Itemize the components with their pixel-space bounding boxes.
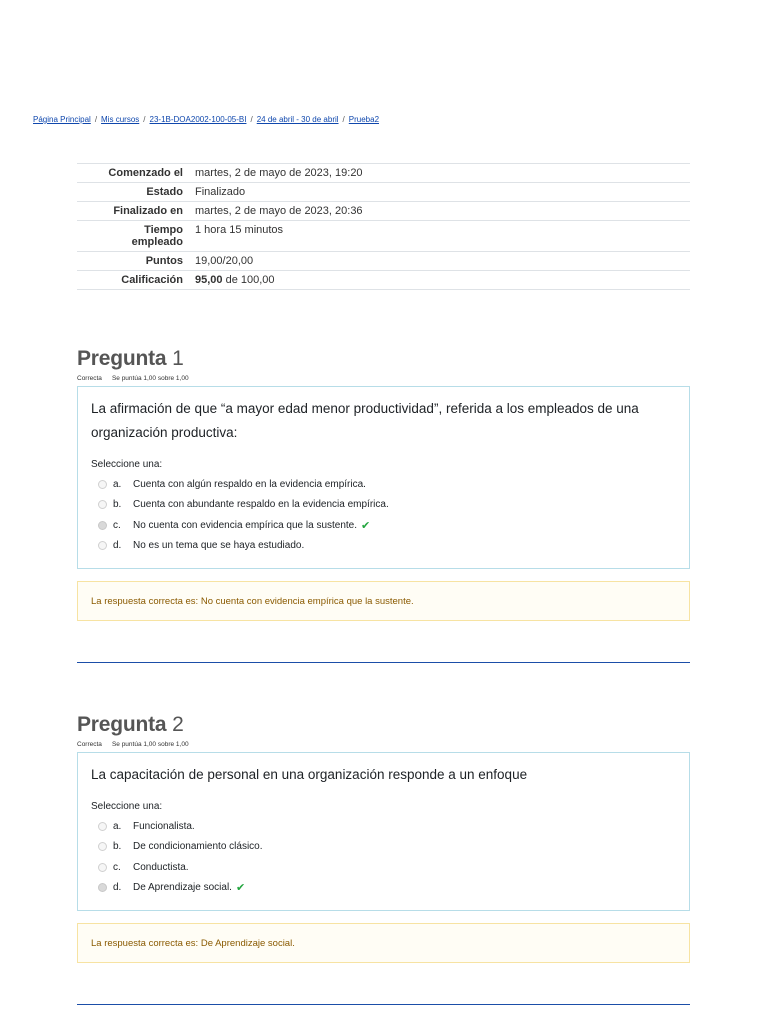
breadcrumb-separator: / [94, 115, 98, 124]
started-value: martes, 2 de mayo de 2023, 19:20 [189, 164, 690, 183]
answer-radio[interactable] [98, 500, 107, 509]
answer-option-c [91, 515, 676, 536]
answer-prompt: Seleccione una: [91, 801, 163, 812]
answer-text: Funcionalista. [133, 820, 195, 832]
question-title-word: Pregunta [77, 713, 167, 736]
question-status: Correcta [77, 375, 102, 382]
breadcrumb-separator: / [250, 115, 253, 124]
breadcrumb-link-home[interactable]: Página Principal [33, 115, 91, 124]
answer-radio-selected[interactable] [98, 521, 107, 530]
answer-letter: b. [113, 499, 122, 511]
question-title-word: Pregunta [77, 347, 167, 370]
answer-radio[interactable] [98, 541, 107, 550]
answer-radio[interactable] [98, 863, 107, 872]
question-score: Se puntúa 1,00 sobre 1,00 [111, 741, 189, 748]
question-score: Se puntúa 1,00 sobre 1,00 [111, 375, 189, 382]
time-label-line2: empleado [131, 236, 183, 248]
question-text: La afirmación de que “a mayor edad menor productividad”, referida a los empleados de una organización productiva: [91, 401, 639, 440]
breadcrumb-link-my-courses[interactable]: Mis cursos [101, 115, 140, 124]
points-value: 19,00/20,00 [189, 252, 690, 271]
time-value: 1 hora 15 minutos [189, 221, 690, 252]
question-2 [77, 713, 690, 963]
answer-text: De Aprendizaje social. [133, 882, 232, 894]
answer-radio[interactable] [98, 842, 107, 851]
answer-option-a [91, 816, 676, 837]
breadcrumb [33, 115, 379, 124]
answer-letter: c. [113, 519, 121, 531]
correct-answer-feedback: La respuesta correcta es: De Aprendizaje social. [77, 923, 690, 963]
summary-row-grade [77, 271, 690, 290]
answer-text: No es un tema que se haya estudiado. [133, 540, 305, 552]
correct-check-icon: ✔ [235, 882, 246, 895]
question-info [77, 741, 690, 748]
grade-label: Calificación [77, 271, 189, 290]
attempt-summary-table [77, 163, 690, 290]
answer-letter: d. [113, 540, 122, 552]
grade-value-cell [189, 271, 690, 290]
answer-radio-selected[interactable] [98, 883, 107, 892]
finished-label: Finalizado en [77, 202, 189, 221]
answer-prompt: Seleccione una: [91, 459, 163, 470]
question-content-box [77, 386, 690, 569]
grade-value: 95,00 [195, 274, 223, 286]
answer-option-b [91, 837, 676, 858]
answer-radio[interactable] [98, 480, 107, 489]
answer-letter: a. [113, 820, 122, 832]
summary-row-state [77, 183, 690, 202]
answer-text: Cuenta con algún respaldo en la evidencia empírica. [133, 478, 366, 490]
answer-option-b [91, 495, 676, 516]
answer-text: Conductista. [133, 861, 189, 873]
question-content-box [77, 752, 690, 911]
answer-letter: a. [113, 478, 122, 490]
breadcrumb-link-week[interactable]: 24 de abril - 30 de abril [256, 115, 339, 124]
answer-letter: c. [113, 861, 121, 873]
question-divider [77, 1004, 690, 1005]
breadcrumb-separator: / [143, 115, 146, 124]
breadcrumb-separator: / [342, 115, 345, 124]
correct-check-icon: ✔ [361, 519, 371, 532]
answer-option-c [91, 857, 676, 878]
answer-letter: b. [113, 841, 122, 853]
finished-value: martes, 2 de mayo de 2023, 20:36 [189, 202, 690, 221]
question-status: Correcta [77, 741, 102, 748]
question-1 [77, 347, 690, 621]
summary-row-started [77, 164, 690, 183]
time-label-line1: Tiempo [144, 224, 183, 236]
time-label [77, 221, 189, 252]
answer-list [91, 474, 676, 556]
answer-radio[interactable] [98, 822, 107, 831]
correct-answer-feedback: La respuesta correcta es: No cuenta con evidencia empírica que la sustente. [77, 581, 690, 621]
answer-text: Cuenta con abundante respaldo en la evidencia empírica. [133, 499, 389, 511]
answer-text: No cuenta con evidencia empírica que la sustente. [133, 519, 358, 531]
answer-option-d [91, 536, 676, 557]
question-title [77, 347, 690, 371]
answer-option-a [91, 474, 676, 495]
breadcrumb-link-quiz[interactable]: Prueba2 [348, 115, 380, 124]
question-number: 1 [172, 347, 184, 370]
state-value: Finalizado [189, 183, 690, 202]
state-label: Estado [77, 183, 189, 202]
summary-row-points [77, 252, 690, 271]
started-label: Comenzado el [77, 164, 189, 183]
question-info [77, 375, 690, 382]
question-divider [77, 662, 690, 663]
question-title [77, 713, 690, 737]
summary-row-time [77, 221, 690, 252]
answer-text: De condicionamiento clásico. [133, 841, 263, 853]
summary-row-finished [77, 202, 690, 221]
answer-list [91, 816, 676, 898]
answer-option-d [91, 878, 676, 899]
question-text: La capacitación de personal en una organización responde a un enfoque [91, 767, 528, 782]
points-label: Puntos [77, 252, 189, 271]
breadcrumb-link-course[interactable]: 23-1B-DOA2002-100-05-BI [149, 115, 247, 124]
answer-letter: d. [113, 882, 122, 894]
question-number: 2 [172, 713, 184, 736]
grade-suffix: de 100,00 [225, 274, 275, 286]
